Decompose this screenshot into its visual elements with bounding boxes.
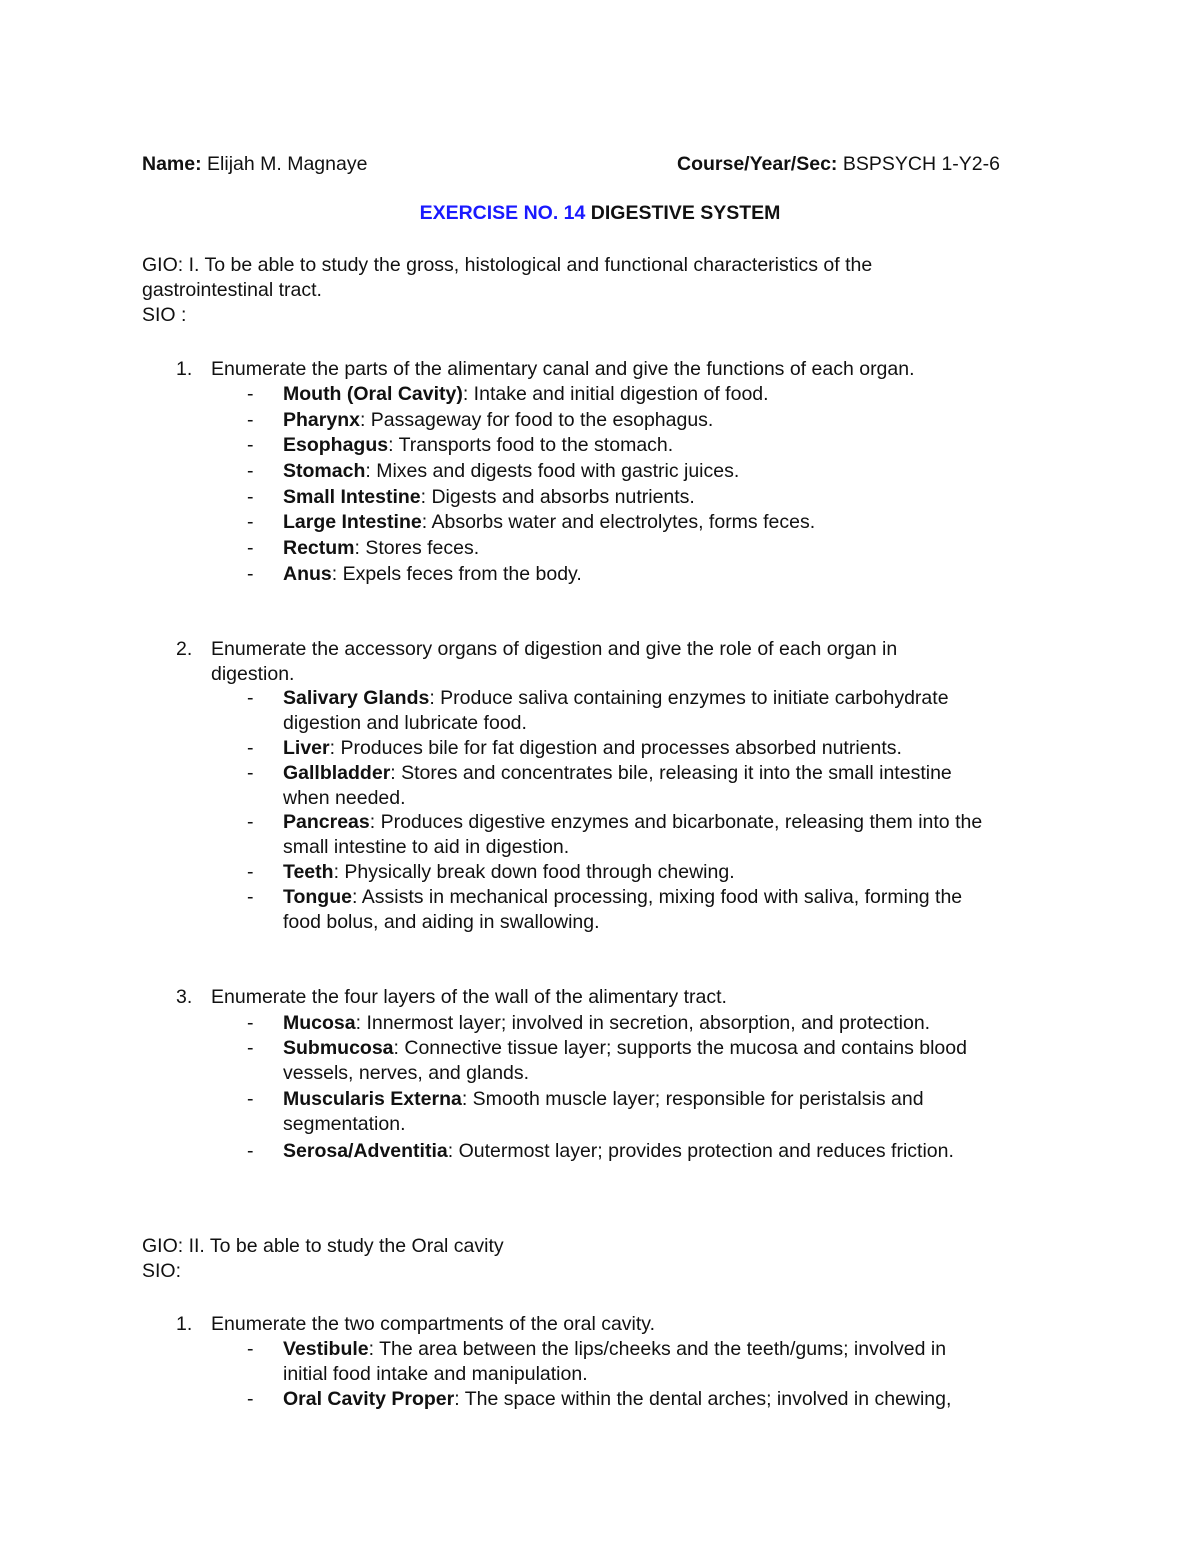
exercise-subject: DIGESTIVE SYSTEM: [590, 202, 781, 224]
dash: -: [247, 737, 254, 759]
dash: -: [247, 1140, 254, 1162]
list-item: Gallbladder: Stores and concentrates bile, releasing it into the small intestine: [283, 762, 952, 784]
list-item: Serosa/Adventitia: Outermost layer; provides protection and reduces friction.: [283, 1140, 954, 1162]
dash: -: [247, 1338, 254, 1360]
dash: -: [247, 460, 254, 482]
dash: -: [247, 1037, 254, 1059]
gio1-line1: GIO: I. To be able to study the gross, histological and functional characteristics of the: [142, 254, 873, 276]
q1-question: Enumerate the parts of the alimentary canal and give the functions of each organ.: [211, 358, 915, 380]
q4-number: 1.: [176, 1313, 193, 1335]
dash: -: [247, 409, 254, 431]
list-item: Liver: Produces bile for fat digestion and processes absorbed nutrients.: [283, 737, 902, 759]
q3-question: Enumerate the four layers of the wall of the alimentary tract.: [211, 986, 727, 1008]
list-item-cont: when needed.: [283, 787, 406, 809]
name-label: Name:: [142, 153, 202, 175]
list-item: Teeth: Physically break down food through chewing.: [283, 861, 735, 883]
dash: -: [247, 811, 254, 833]
list-item: Pancreas: Produces digestive enzymes and bicarbonate, releasing them into the: [283, 811, 983, 833]
q2-question-line2: digestion.: [211, 663, 295, 685]
q3-number: 3.: [176, 986, 193, 1008]
list-item: Tongue: Assists in mechanical processing, mixing food with saliva, forming the: [283, 886, 963, 908]
list-item: Mucosa: Innermost layer; involved in secretion, absorption, and protection.: [283, 1012, 931, 1034]
list-item-cont: food bolus, and aiding in swallowing.: [283, 911, 600, 933]
dash: -: [247, 762, 254, 784]
name-value: Elijah M. Magnaye: [207, 153, 368, 175]
dash: -: [247, 861, 254, 883]
list-item: Pharynx: Passageway for food to the esophagus.: [283, 409, 714, 431]
dash: -: [247, 1388, 254, 1410]
course-label: Course/Year/Sec:: [677, 153, 838, 175]
list-item: Muscularis Externa: Smooth muscle layer; responsible for peristalsis and: [283, 1088, 924, 1110]
dash: -: [247, 687, 254, 709]
q1-number: 1.: [176, 358, 193, 380]
dash: -: [247, 886, 254, 908]
dash: -: [247, 511, 254, 533]
dash: -: [247, 383, 254, 405]
list-item-cont: small intestine to aid in digestion.: [283, 836, 570, 858]
list-item: Salivary Glands: Produce saliva containing enzymes to initiate carbohydrate: [283, 687, 949, 709]
dash: -: [247, 434, 254, 456]
dash: -: [247, 1012, 254, 1034]
gio2-line1: GIO: II. To be able to study the Oral cavity: [142, 1235, 504, 1257]
dash: -: [247, 563, 254, 585]
student-name-line: [142, 152, 367, 177]
list-item: Oral Cavity Proper: The space within the dental arches; involved in chewing,: [283, 1388, 952, 1410]
list-item: Mouth (Oral Cavity): Intake and initial digestion of food.: [283, 383, 769, 405]
sio1-label: SIO :: [142, 304, 187, 326]
q2-question-line1: Enumerate the accessory organs of digestion and give the role of each organ in: [211, 638, 898, 660]
dash: -: [247, 537, 254, 559]
q2-number: 2.: [176, 638, 193, 660]
dash: -: [247, 1088, 254, 1110]
list-item-cont: initial food intake and manipulation.: [283, 1363, 588, 1385]
list-item: Vestibule: The area between the lips/cheeks and the teeth/gums; involved in: [283, 1338, 947, 1360]
gio1-line2: gastrointestinal tract.: [142, 279, 322, 301]
list-item: Large Intestine: Absorbs water and electrolytes, forms feces.: [283, 511, 816, 533]
list-item: Rectum: Stores feces.: [283, 537, 480, 559]
list-item: Small Intestine: Digests and absorbs nutrients.: [283, 486, 695, 508]
course-value: BSPSYCH 1-Y2-6: [842, 153, 1000, 175]
q4-question: Enumerate the two compartments of the oral cavity.: [211, 1313, 656, 1335]
list-item-cont: vessels, nerves, and glands.: [283, 1062, 530, 1084]
list-item: Submucosa: Connective tissue layer; supports the mucosa and contains blood: [283, 1037, 967, 1059]
list-item: Esophagus: Transports food to the stomach.: [283, 434, 674, 456]
dash: -: [247, 486, 254, 508]
list-item-cont: segmentation.: [283, 1113, 406, 1135]
list-item: Anus: Expels feces from the body.: [283, 563, 582, 585]
page-title: [0, 201, 1200, 226]
course-line: [677, 152, 1000, 177]
list-item-cont: digestion and lubricate food.: [283, 712, 527, 734]
sio2-label: SIO:: [142, 1260, 182, 1282]
list-item: Stomach: Mixes and digests food with gastric juices.: [283, 460, 740, 482]
exercise-number: EXERCISE NO. 14: [419, 202, 586, 224]
